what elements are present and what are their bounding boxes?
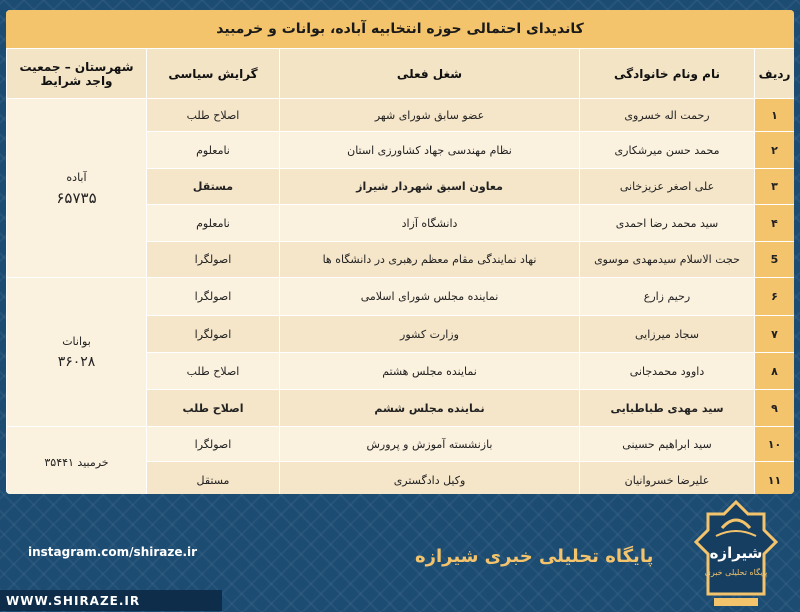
candidates-table — [6, 48, 794, 494]
row-name: محمد حسن میرشکاری — [580, 132, 755, 169]
city-abadeh — [7, 99, 147, 278]
city-abadeh-pop: ۶۵۷۳۵ — [56, 189, 97, 207]
row-num: 5 — [755, 242, 795, 278]
row-job: نماینده مجلس شورای اسلامی — [280, 278, 580, 316]
header-city: شهرستان – جمعیت واجد شرایط — [7, 49, 147, 99]
row-name: داوود محمدجانی — [580, 353, 755, 390]
city-bavanat-name: بوانات — [62, 335, 91, 348]
row-name: سید ابراهیم حسینی — [580, 427, 755, 462]
row-orientation: مستقل — [147, 462, 280, 495]
row-num: ۱ — [755, 99, 795, 132]
row-orientation: نامعلوم — [147, 132, 280, 169]
row-orientation: اصلاح طلب — [147, 390, 280, 427]
row-job: معاون اسبق شهردار شیراز — [280, 169, 580, 205]
row-name: سجاد میرزایی — [580, 316, 755, 353]
city-bavanat-pop: ۳۶۰۲۸ — [57, 354, 96, 370]
header-orientation: گرایش سیاسی — [147, 49, 280, 99]
row-orientation: اصولگرا — [147, 278, 280, 316]
row-orientation: نامعلوم — [147, 205, 280, 242]
row-job: نماینده مجلس ششم — [280, 390, 580, 427]
row-name: سید مهدی طباطبایی — [580, 390, 755, 427]
site-tagline: پایگاه تحلیلی خبری شیرازه — [415, 546, 654, 567]
row-job: نظام مهندسی جهاد کشاورزی استان — [280, 132, 580, 169]
candidates-panel — [6, 10, 794, 494]
header-row — [7, 49, 795, 99]
instagram-link[interactable]: instagram.com/shiraze.ir — [28, 545, 198, 559]
table-row — [7, 427, 795, 462]
shiraze-logo — [692, 498, 780, 608]
row-name: حجت الاسلام سیدمهدی موسوی — [580, 242, 755, 278]
row-num: ۴ — [755, 205, 795, 242]
logo-title: شیرازه — [709, 544, 763, 562]
table-row — [7, 278, 795, 316]
table-title: کاندیدای احتمالی حوزه انتخابیه آباده، بوانات و خرمبید — [6, 10, 794, 48]
row-num: ۲ — [755, 132, 795, 169]
city-bavanat — [7, 278, 147, 427]
row-job: وزارت کشور — [280, 316, 580, 353]
logo-subtitle: پایگاه تحلیلی خبری — [704, 568, 768, 577]
header-num: ردیف — [755, 49, 795, 99]
row-job: نماینده مجلس هشتم — [280, 353, 580, 390]
row-orientation: اصولگرا — [147, 427, 280, 462]
row-job: نهاد نمایندگی مقام معظم رهبری در دانشگاه ها — [280, 242, 580, 278]
row-name: علیرضا خسروانیان — [580, 462, 755, 495]
table-row — [7, 99, 795, 132]
row-job: وکیل دادگستری — [280, 462, 580, 495]
city-khorrambid: خرمبید ۳۵۴۴۱ — [7, 427, 147, 495]
row-num: ۶ — [755, 278, 795, 316]
row-orientation: اصولگرا — [147, 316, 280, 353]
header-name: نام ونام خانوادگی — [580, 49, 755, 99]
header-job: شغل فعلی — [280, 49, 580, 99]
row-job: بازنشسته آموزش و پرورش — [280, 427, 580, 462]
row-job: دانشگاه آزاد — [280, 205, 580, 242]
row-name: سید محمد رضا احمدی — [580, 205, 755, 242]
row-num: ۱۱ — [755, 462, 795, 495]
row-orientation: اصلاح طلب — [147, 99, 280, 132]
row-name: رحمت اله خسروی — [580, 99, 755, 132]
row-num: ۹ — [755, 390, 795, 427]
row-orientation: اصولگرا — [147, 242, 280, 278]
row-num: ۸ — [755, 353, 795, 390]
row-num: ۳ — [755, 169, 795, 205]
website-link[interactable]: WWW.SHIRAZE.IR — [0, 590, 222, 611]
row-name: علی اصغر عزیزخانی — [580, 169, 755, 205]
row-num: ۱۰ — [755, 427, 795, 462]
row-orientation: اصلاح طلب — [147, 353, 280, 390]
row-name: رحیم زارع — [580, 278, 755, 316]
city-abadeh-name: آباده — [66, 171, 87, 184]
row-job: عضو سابق شورای شهر — [280, 99, 580, 132]
row-num: ۷ — [755, 316, 795, 353]
row-orientation: مستقل — [147, 169, 280, 205]
